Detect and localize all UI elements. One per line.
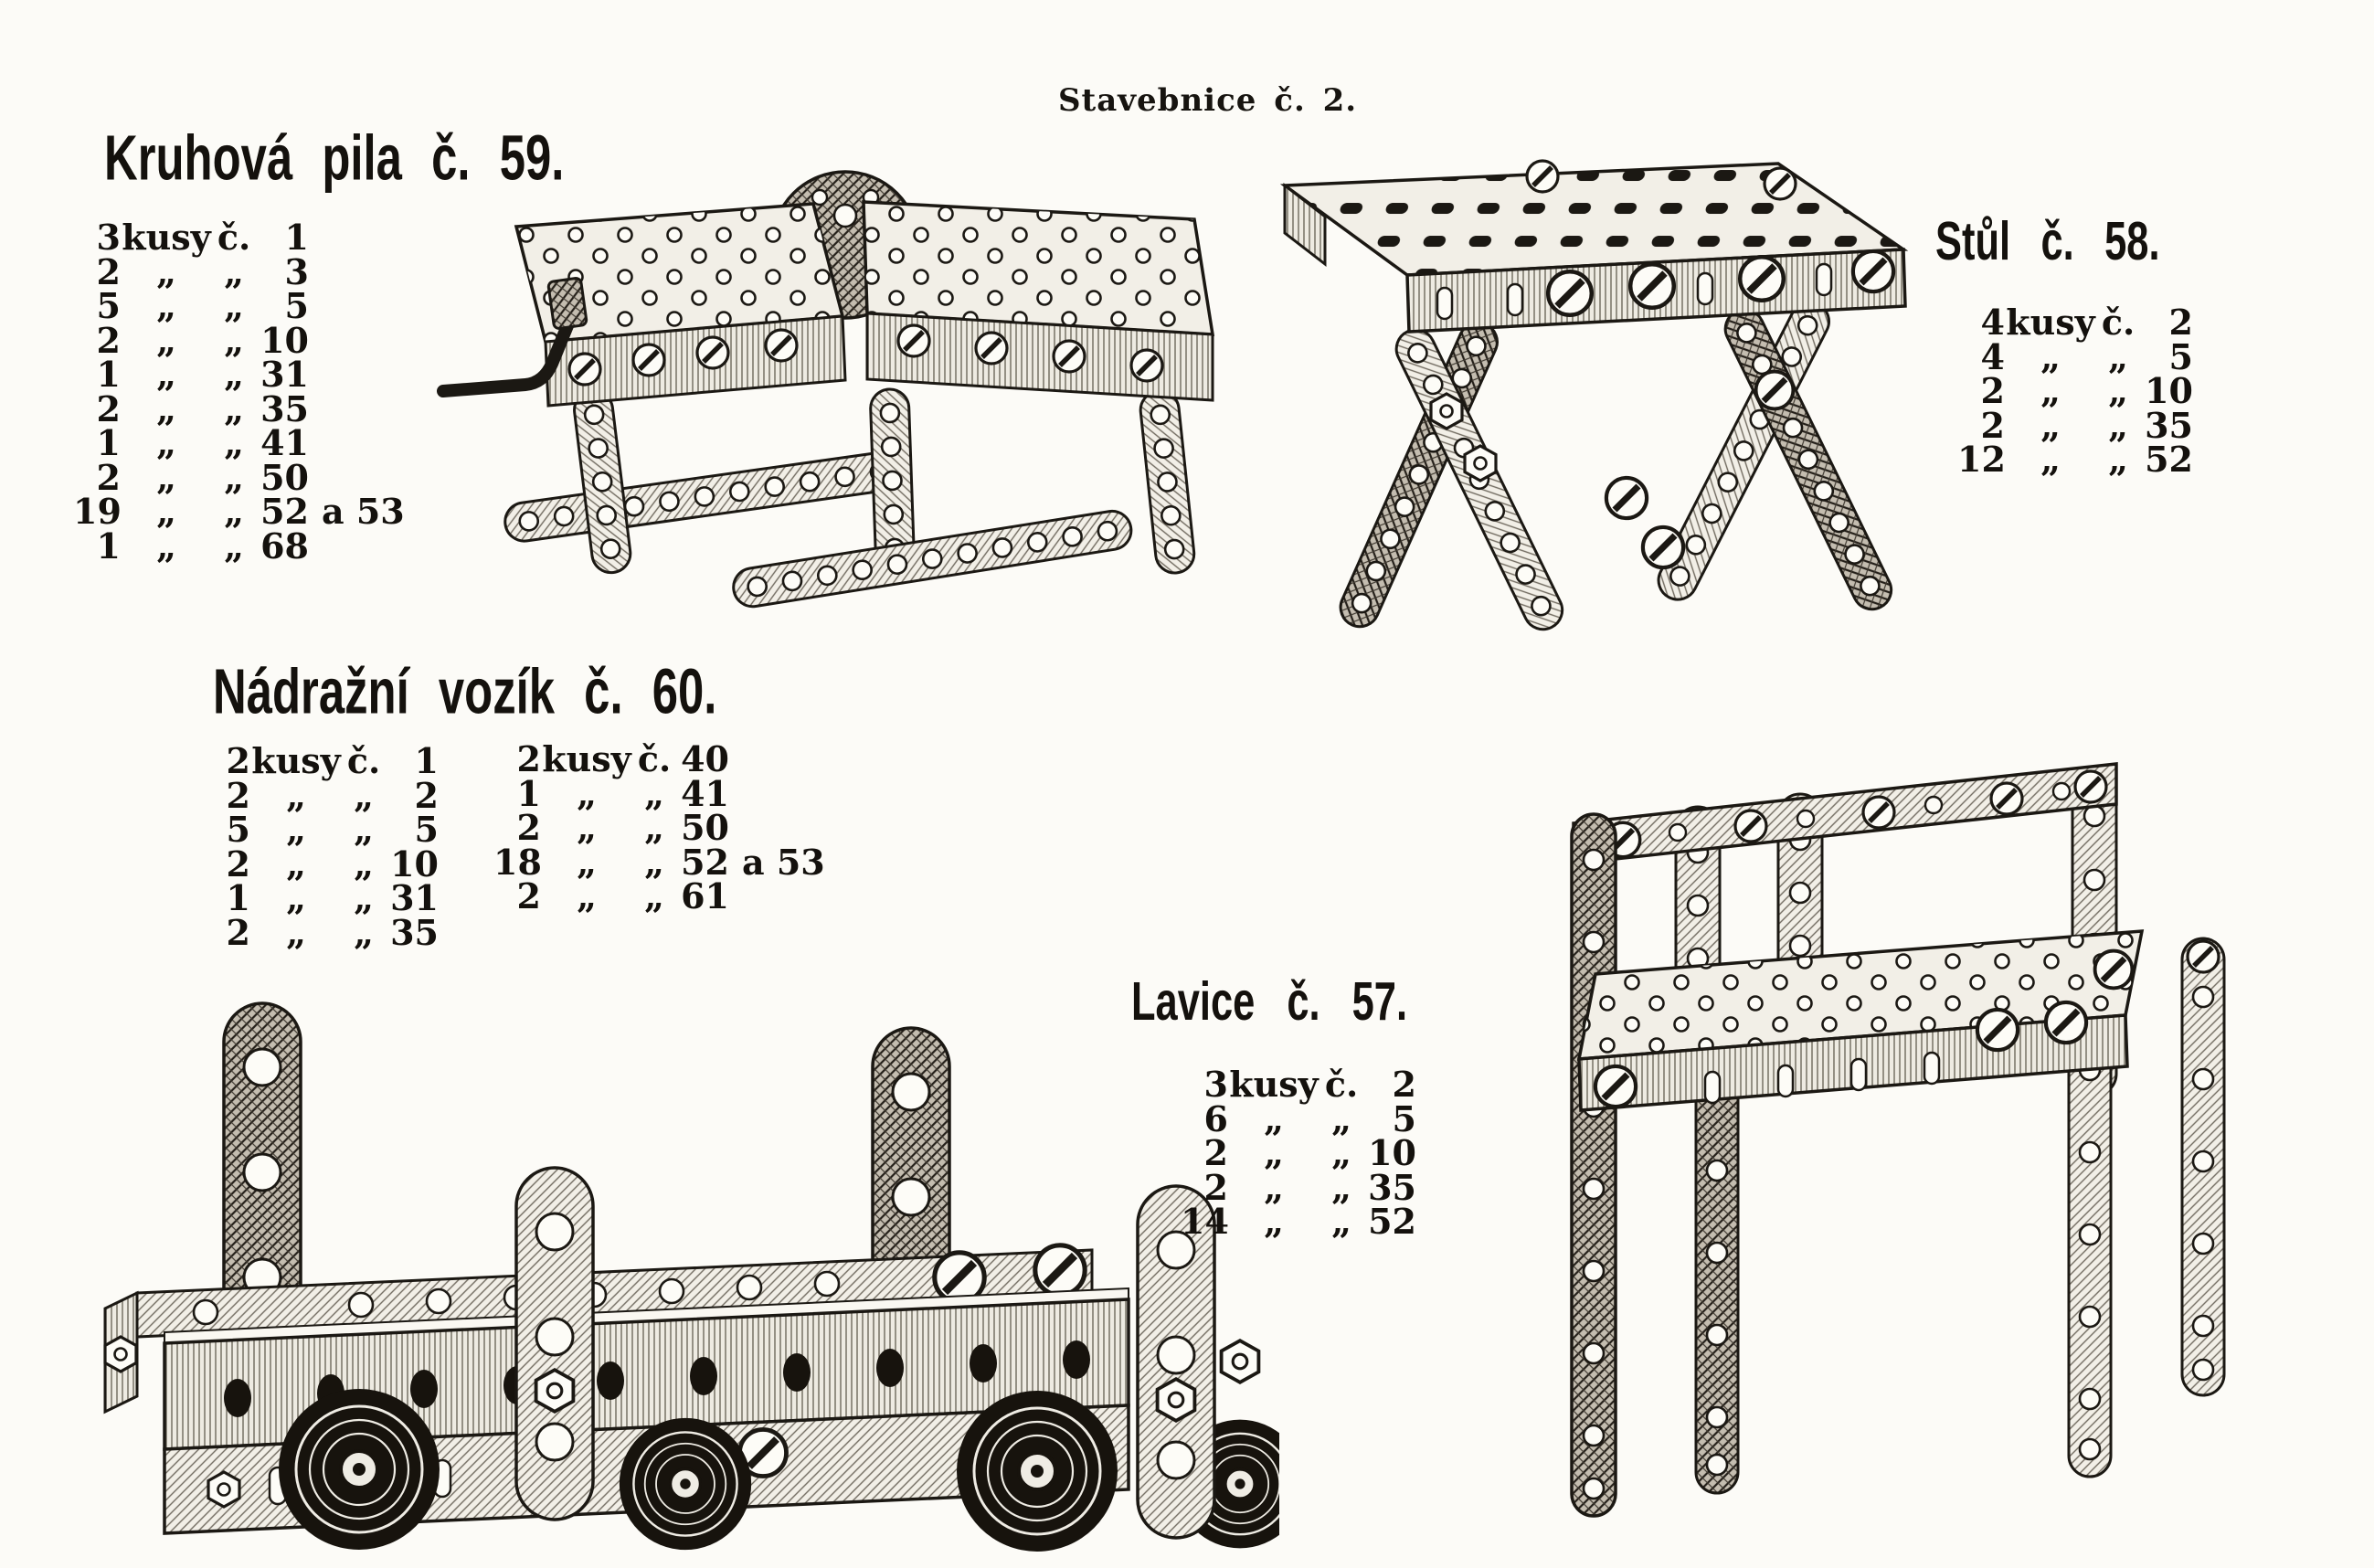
part-number: 31 [260, 354, 309, 395]
parts-row [203, 740, 451, 781]
part-quantity: 1 [96, 524, 121, 567]
part-quantity: 5 [226, 809, 250, 850]
parts-row [1957, 370, 2206, 411]
part-kusy-label: „ [156, 422, 176, 463]
part-cislo-label: „ [2108, 439, 2128, 480]
part-number: 2 [2168, 302, 2193, 343]
part-quantity: 2 [1980, 404, 2005, 446]
part-cislo-label: „ [224, 285, 244, 326]
part-quantity: 19 [73, 491, 122, 532]
part-number: 10 [2145, 370, 2193, 411]
part-number: 35 [390, 911, 439, 953]
parts-row [493, 841, 825, 883]
part-number: 5 [1392, 1097, 1416, 1139]
part-cislo-label: „ [644, 807, 664, 848]
part-number: 50 [260, 456, 309, 498]
parts-list-stul [1957, 302, 2206, 480]
part-cislo-label: „ [1331, 1097, 1351, 1139]
part-kusy-label: „ [577, 875, 597, 916]
part-kusy-label: „ [156, 387, 176, 429]
parts-list-lavice [1181, 1064, 1429, 1242]
part-kusy-label: „ [286, 911, 306, 953]
part-cislo-label: „ [644, 841, 664, 883]
part-quantity: 1 [96, 422, 121, 463]
part-quantity: 1 [96, 354, 121, 395]
part-kusy-label: „ [156, 524, 176, 567]
part-cislo-label: č. [1324, 1064, 1359, 1105]
part-cislo-label: „ [354, 809, 374, 850]
model-title-kruhova-pila: Kruhová pila č. 59. [104, 123, 565, 195]
part-kusy-label: kusy [1229, 1064, 1319, 1105]
part-kusy-label: „ [2040, 335, 2061, 377]
part-cislo-label: č. [637, 738, 672, 779]
parts-row [73, 250, 405, 292]
parts-row [493, 738, 825, 779]
part-number: 52 [681, 841, 729, 883]
page-header: Stavebnice č. 2. [1058, 82, 1358, 119]
part-cislo-label: „ [224, 422, 244, 463]
parts-row [73, 319, 405, 361]
part-cislo-label: „ [224, 524, 244, 567]
part-cislo-label: „ [354, 911, 374, 953]
part-kusy-label: kusy [251, 740, 341, 781]
part-number: 35 [2145, 404, 2193, 446]
parts-row [203, 877, 451, 918]
part-kusy-label: „ [1264, 1166, 1284, 1208]
parts-row [1181, 1201, 1429, 1242]
parts-row [1957, 335, 2206, 377]
part-quantity: 3 [1203, 1064, 1228, 1105]
part-kusy-label: „ [156, 456, 176, 498]
part-number: 5 [414, 809, 439, 850]
part-number-suffix: a 53 [742, 841, 825, 883]
nadrazni-vozik-illustration [87, 978, 1279, 1552]
part-number: 35 [260, 387, 309, 429]
model-title-lavice: Lavice č. 57. [1131, 971, 1408, 1033]
parts-row [1957, 439, 2206, 480]
parts-row [1181, 1064, 1429, 1105]
part-quantity: 2 [516, 807, 541, 848]
part-cislo-label: „ [224, 491, 244, 532]
parts-row [203, 774, 451, 816]
parts-list-kruhova-pila [73, 217, 405, 567]
part-cislo-label: „ [644, 772, 664, 814]
parts-row [1181, 1097, 1429, 1139]
part-cislo-label: č. [217, 217, 251, 258]
part-quantity: 2 [226, 842, 250, 885]
part-kusy-label: „ [156, 250, 176, 292]
part-cislo-label: č. [346, 740, 381, 781]
part-number: 41 [260, 422, 309, 463]
part-quantity: 2 [1980, 370, 2005, 411]
model-title-stul: Stůl č. 58. [1935, 211, 2160, 272]
kruhova-pila-illustration [388, 117, 1243, 638]
parts-row [73, 217, 405, 258]
part-number: 10 [390, 842, 439, 885]
part-number-suffix: a 53 [322, 491, 405, 532]
part-kusy-label: „ [577, 807, 597, 848]
part-quantity: 1 [516, 772, 541, 814]
parts-row [73, 354, 405, 395]
part-quantity: 4 [1980, 335, 2005, 377]
part-quantity: 3 [96, 217, 121, 258]
part-quantity: 5 [96, 285, 121, 326]
part-cislo-label: „ [2108, 404, 2128, 446]
part-cislo-label: „ [2108, 335, 2128, 377]
part-number: 10 [1368, 1132, 1416, 1173]
part-kusy-label: „ [2040, 370, 2061, 411]
part-kusy-label: kusy [2006, 302, 2095, 343]
part-quantity: 18 [493, 841, 542, 883]
parts-row [203, 911, 451, 953]
parts-row [73, 387, 405, 429]
parts-row [73, 524, 405, 567]
parts-row [1181, 1132, 1429, 1173]
saw-base-strips [503, 388, 1196, 609]
part-quantity: 2 [96, 456, 121, 498]
part-cislo-label: „ [224, 319, 244, 361]
part-number: 41 [681, 772, 729, 814]
part-quantity: 2 [1203, 1166, 1228, 1208]
part-quantity: 2 [516, 738, 541, 779]
parts-row [1181, 1166, 1429, 1208]
part-kusy-label: „ [156, 285, 176, 326]
part-number: 50 [681, 807, 729, 848]
part-kusy-label: „ [2040, 404, 2061, 446]
part-kusy-label: „ [286, 774, 306, 816]
part-kusy-label: „ [2040, 439, 2061, 480]
part-kusy-label: „ [577, 772, 597, 814]
part-quantity: 6 [1203, 1097, 1228, 1139]
part-kusy-label: kusy [542, 738, 631, 779]
part-cislo-label: „ [1331, 1132, 1351, 1173]
parts-list-vozik-right [493, 738, 825, 916]
part-cislo-label: „ [354, 877, 374, 918]
parts-row [493, 772, 825, 814]
parts-row [73, 456, 405, 498]
part-number: 52 [2145, 439, 2193, 480]
part-quantity: 2 [96, 319, 121, 361]
part-quantity: 12 [1957, 439, 2006, 480]
part-cislo-label: „ [354, 774, 374, 816]
part-number: 68 [260, 524, 309, 567]
stul-illustration [1268, 94, 1913, 653]
part-cislo-label: „ [224, 250, 244, 292]
part-quantity: 2 [1203, 1132, 1228, 1173]
parts-row [1957, 404, 2206, 446]
part-cislo-label: „ [224, 354, 244, 395]
part-number: 31 [390, 877, 439, 918]
parts-row [73, 422, 405, 463]
part-cislo-label: „ [2108, 370, 2128, 411]
part-quantity: 2 [226, 911, 250, 953]
table-crossed-legs [1334, 295, 1897, 635]
part-cislo-label: „ [224, 456, 244, 498]
parts-list-vozik-left [203, 740, 451, 953]
part-kusy-label: „ [1264, 1201, 1284, 1242]
parts-row [493, 807, 825, 848]
part-cislo-label: „ [224, 387, 244, 429]
part-kusy-label: kusy [122, 217, 211, 258]
part-number: 3 [284, 250, 309, 292]
part-quantity: 2 [96, 387, 121, 429]
part-number: 2 [1392, 1064, 1416, 1105]
part-kusy-label: „ [286, 877, 306, 918]
part-number: 1 [284, 217, 309, 258]
part-number: 5 [2168, 335, 2193, 377]
part-number: 40 [681, 738, 729, 779]
parts-row [203, 842, 451, 885]
parts-row [73, 285, 405, 326]
part-number: 35 [1368, 1166, 1416, 1208]
lavice-illustration [1568, 759, 2331, 1547]
part-number: 2 [414, 774, 439, 816]
part-kusy-label: „ [1264, 1097, 1284, 1139]
model-title-nadrazni-vozik: Nádražní vozík č. 60. [213, 657, 717, 728]
part-cislo-label: „ [354, 842, 374, 885]
part-number: 52 [260, 491, 309, 532]
part-cislo-label: „ [1331, 1201, 1351, 1242]
part-number: 10 [260, 319, 309, 361]
parts-row [493, 875, 825, 916]
parts-row [1957, 302, 2206, 343]
part-number: 52 [1368, 1201, 1416, 1242]
part-cislo-label: č. [2101, 302, 2136, 343]
part-number: 1 [414, 740, 439, 781]
bench-backrest [1572, 764, 2116, 1516]
part-kusy-label: „ [1264, 1132, 1284, 1173]
parts-row [73, 491, 405, 532]
part-quantity: 14 [1181, 1201, 1229, 1242]
parts-row [203, 809, 451, 850]
part-quantity: 2 [516, 875, 541, 916]
part-cislo-label: „ [1331, 1166, 1351, 1208]
part-quantity: 2 [96, 250, 121, 292]
part-kusy-label: „ [577, 841, 597, 883]
part-kusy-label: „ [156, 354, 176, 395]
part-quantity: 2 [226, 774, 250, 816]
part-quantity: 1 [226, 877, 250, 918]
part-kusy-label: „ [156, 319, 176, 361]
part-kusy-label: „ [286, 809, 306, 850]
table-top-plate [1285, 164, 1905, 332]
part-quantity: 4 [1980, 302, 2005, 343]
part-kusy-label: „ [286, 842, 306, 885]
part-cislo-label: „ [644, 875, 664, 916]
part-kusy-label: „ [156, 491, 176, 532]
part-quantity: 2 [226, 740, 250, 781]
part-number: 5 [284, 285, 309, 326]
bench-seat [1579, 931, 2142, 1110]
part-number: 61 [681, 875, 729, 916]
